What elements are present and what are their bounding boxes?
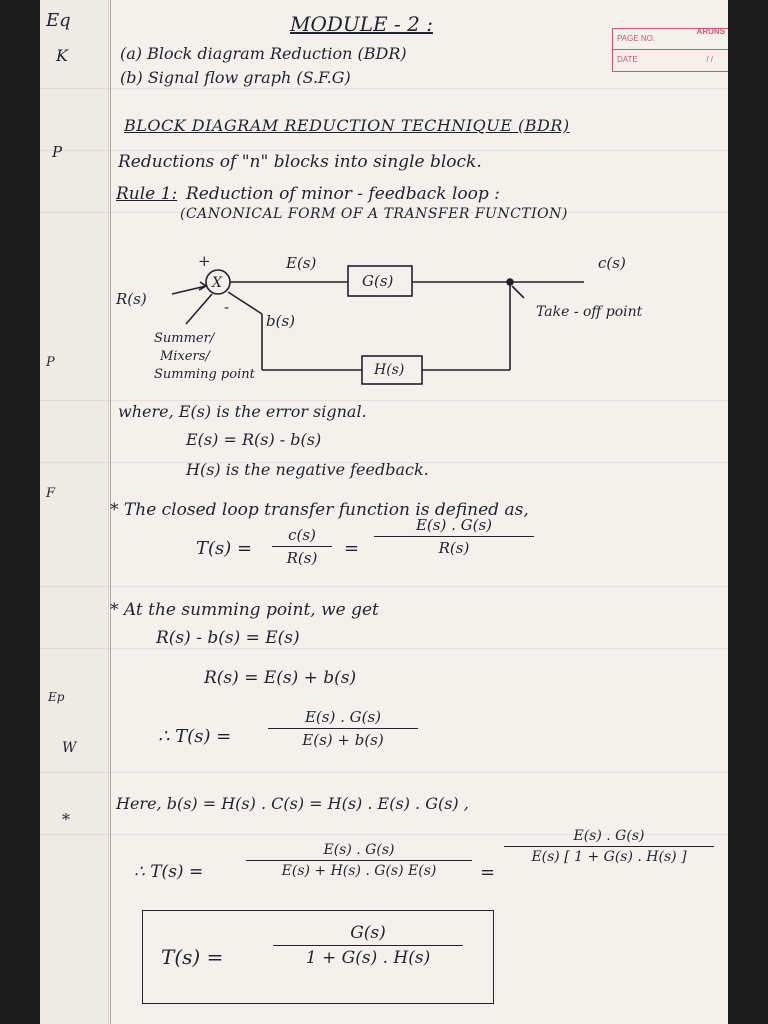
margin-mark: K bbox=[56, 46, 68, 65]
margin-mark: F bbox=[46, 486, 56, 501]
margin-mark: P bbox=[46, 355, 55, 370]
note-line: H(s) is the negative feedback. bbox=[186, 460, 429, 479]
margin-mark: P bbox=[52, 143, 63, 161]
date-label: DATE bbox=[617, 55, 638, 64]
topic-line: (b) Signal flow graph (S.F.G) bbox=[120, 68, 351, 87]
previous-page-edge bbox=[40, 0, 109, 1024]
final-lhs: T(s) = bbox=[161, 945, 224, 969]
page-title: MODULE - 2 : bbox=[290, 12, 433, 36]
error-label: E(s) bbox=[286, 254, 317, 272]
input-label: R(s) bbox=[116, 290, 147, 308]
takeoff-note: Take - off point bbox=[536, 304, 643, 320]
eq3-denominator: E(s) + H(s) . G(s) E(s) bbox=[281, 863, 437, 879]
eq2-fraction bbox=[268, 708, 418, 749]
fraction-bar bbox=[374, 536, 534, 537]
date-value: / / bbox=[706, 55, 713, 64]
eq2-denominator: E(s) + b(s) bbox=[302, 731, 384, 749]
topic-line: (a) Block diagram Reduction (BDR) bbox=[120, 44, 407, 63]
page-number-stamp bbox=[612, 28, 728, 72]
eq1-denominator: R(s) bbox=[286, 549, 318, 567]
margin-mark: W bbox=[62, 740, 77, 756]
fraction-bar bbox=[504, 846, 714, 847]
rule-label: Rule 1: bbox=[116, 184, 178, 204]
summing-eq-2: R(s) = E(s) + b(s) bbox=[204, 668, 357, 688]
eq1-equals: = bbox=[344, 538, 360, 559]
feedback-block-label: H(s) bbox=[374, 362, 405, 378]
feedback-arrow bbox=[228, 292, 262, 314]
here-line: Here, b(s) = H(s) . C(s) = H(s) . E(s) . G(s) , bbox=[116, 794, 469, 813]
note-line: where, E(s) is the error signal. bbox=[118, 402, 367, 421]
page-no-label: PAGE NO. bbox=[617, 34, 656, 43]
summer-note: Summer/ bbox=[154, 331, 215, 346]
eq3-numerator-2: E(s) . G(s) bbox=[573, 828, 645, 844]
eq2-lhs: ∴ T(s) = bbox=[158, 726, 232, 747]
minus-sign: - bbox=[224, 298, 230, 316]
summer-note: Summing point bbox=[154, 367, 255, 382]
eq3-equals: = bbox=[480, 862, 496, 883]
eq3-fraction bbox=[246, 842, 472, 879]
rule-subtitle: (CANONICAL FORM OF A TRANSFER FUNCTION) bbox=[180, 206, 568, 222]
eq1-numerator: c(s) bbox=[288, 526, 316, 544]
notebook-page bbox=[40, 0, 728, 1024]
eq1-denominator-2: R(s) bbox=[438, 539, 470, 557]
fraction-bar bbox=[246, 860, 472, 861]
block-diagram bbox=[100, 238, 720, 398]
eq2-numerator: E(s) . G(s) bbox=[304, 708, 382, 726]
rule-text: Reduction of minor - feedback loop : bbox=[186, 184, 500, 204]
final-numerator: G(s) bbox=[350, 923, 386, 943]
eq1-fraction-2 bbox=[374, 516, 534, 557]
final-denominator: 1 + G(s) . H(s) bbox=[305, 948, 431, 968]
closed-loop-intro: * The closed loop transfer function is defined as, bbox=[110, 500, 529, 520]
intro-text: Reductions of "n" blocks into single block. bbox=[118, 152, 482, 172]
margin-mark: * bbox=[62, 810, 70, 829]
ruled-line bbox=[40, 150, 728, 151]
ruled-line bbox=[40, 586, 728, 587]
final-result-box bbox=[142, 910, 494, 1004]
input-arrowhead bbox=[199, 282, 206, 290]
plus-sign: + bbox=[198, 252, 211, 270]
fraction-bar bbox=[272, 546, 332, 547]
eq1-fraction bbox=[272, 526, 332, 567]
note-line: E(s) = R(s) - b(s) bbox=[186, 430, 322, 449]
eq3-denominator-2: E(s) [ 1 + G(s) . H(s) ] bbox=[531, 849, 687, 865]
ruled-line bbox=[40, 648, 728, 649]
summing-eq-1: R(s) - b(s) = E(s) bbox=[156, 628, 300, 648]
eq3-lhs: ∴ T(s) = bbox=[134, 862, 204, 882]
final-fraction bbox=[273, 923, 463, 968]
takeoff-pointer bbox=[512, 286, 524, 298]
eq1-lhs: T(s) = bbox=[196, 538, 253, 559]
ruled-line bbox=[40, 772, 728, 773]
section-heading: BLOCK DIAGRAM REDUCTION TECHNIQUE (BDR) bbox=[124, 116, 570, 135]
output-label: c(s) bbox=[598, 254, 626, 272]
eq3-fraction-2 bbox=[504, 828, 714, 865]
fraction-bar bbox=[268, 728, 418, 729]
margin-mark: Ep bbox=[48, 690, 65, 704]
summing-intro: * At the summing point, we get bbox=[110, 600, 379, 620]
feedback-signal-label: b(s) bbox=[266, 312, 296, 330]
summer-pointer bbox=[186, 294, 212, 324]
summer-symbol: X bbox=[212, 275, 222, 291]
margin-mark: Eq bbox=[46, 10, 71, 31]
ruled-line bbox=[40, 88, 728, 89]
summer-note: Mixers/ bbox=[160, 349, 210, 364]
fraction-bar bbox=[273, 945, 463, 946]
brand-mark: ARUNS bbox=[696, 27, 725, 36]
forward-block-label: G(s) bbox=[362, 272, 394, 290]
ruled-line bbox=[40, 400, 728, 401]
input-arrow bbox=[172, 286, 206, 294]
eq1-numerator-2: E(s) . G(s) bbox=[415, 516, 493, 534]
eq3-numerator: E(s) . G(s) bbox=[323, 842, 395, 858]
